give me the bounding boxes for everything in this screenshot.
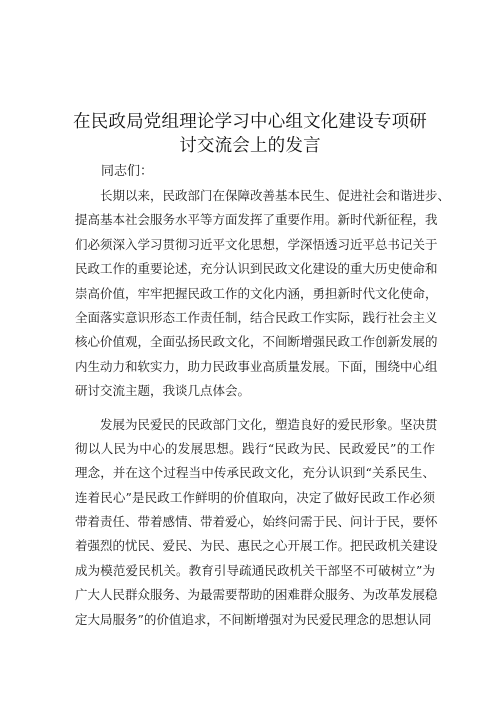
paragraph-line: 长期以来，民政部门在保障改善基本民生、促进社会和谐进步、 (100, 188, 451, 203)
document-title-line-2: 讨交流会上的发言 (179, 136, 321, 156)
document-title-line-1: 在民政局党组理论学习中心组文化建设专项研 (73, 112, 427, 132)
salutation: 同志们： (101, 164, 154, 179)
paragraph (75, 184, 451, 404)
paragraph-line: 连着民心”是民政工作鲜明的价值取向，决定了做好民政工作必须 (75, 489, 435, 505)
paragraph-line: 研讨交流主题，我谈几点体会。 (75, 383, 251, 399)
paragraph-line: 们必须深入学习贯彻习近平文化思想，学深悟透习近平总书记关于 (75, 236, 438, 252)
paragraph-line: 着强烈的忧民、爱民、为民、惠民之心开展工作。把民政机关建设 (75, 538, 438, 554)
paragraph-line: 定大局服务”的价值追求，不间断增强对为民爱民理念的思想认同 (75, 611, 432, 627)
paragraph-line: 彻以人民为中心的发展思想。践行“民政为民、民政爱民”的工作 (75, 440, 435, 456)
document-body (75, 184, 451, 632)
paragraph-line: 崇高价值，牢牢把握民政工作的文化内涵，勇担新时代文化使命， (75, 285, 438, 301)
paragraph-line: 核心价值观，全面弘扬民政文化，不间断增强民政工作创新发展的 (75, 334, 438, 350)
paragraph-line: 成为模范爱民机关。教育引导疏通民政机关干部坚不可破树立”为 (75, 562, 435, 578)
paragraph-line: 提高基本社会服务水平等方面发挥了重要作用。新时代新征程，我 (75, 212, 438, 228)
paragraph-line: 民政工作的重要论述，充分认识到民政文化建设的重大历史使命和 (75, 261, 438, 277)
paragraph-line: 内生动力和软实力，助力民政事业高质量发展。下面，围绕中心组 (75, 358, 438, 374)
paragraph-line: 理念，并在这个过程当中传承民政文化，充分认识到“关系民生、 (75, 465, 435, 481)
paragraph (75, 413, 438, 633)
paragraph-line: 发展为民爱民的民政部门文化，塑造良好的爱民形象。坚决贯 (100, 416, 438, 432)
paragraph-gap (75, 404, 435, 413)
paragraph-line: 带着责任、带着感情、带着爱心，始终问需于民、问计于民，要怀 (75, 514, 438, 530)
paragraph-line: 广大人民群众服务、为最需要帮助的困难群众服务、为改革发展稳 (75, 587, 438, 603)
paragraph-line: 全面落实意识形态工作责任制，结合民政工作实际，践行社会主义 (75, 309, 438, 325)
